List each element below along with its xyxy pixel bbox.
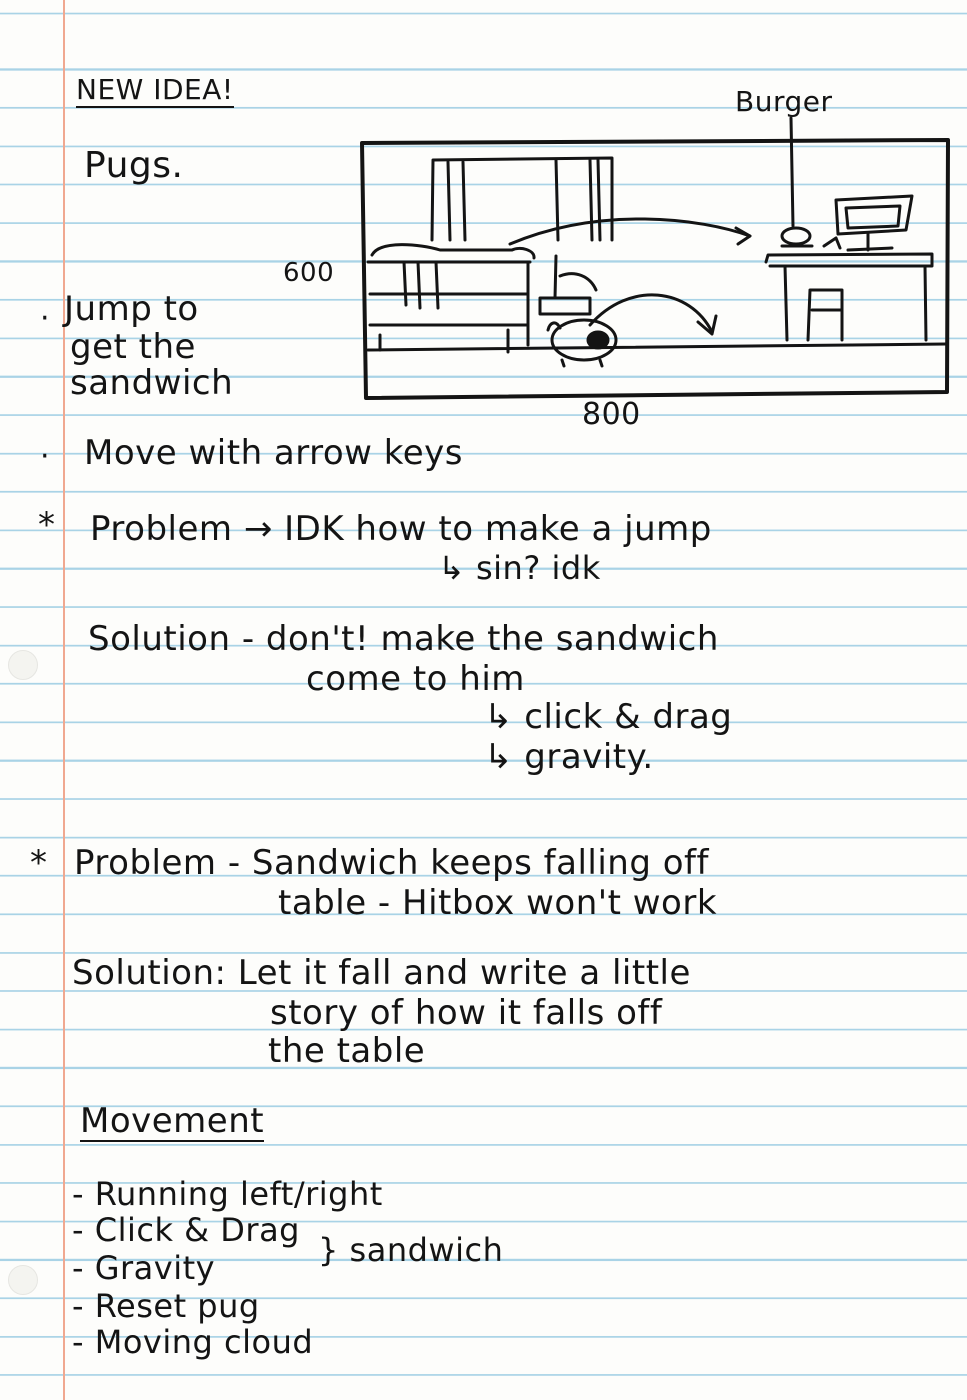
bullet-dot: ·: [40, 439, 51, 474]
problem2-line2: table - Hitbox won't work: [278, 883, 718, 923]
width-label: 800: [582, 397, 641, 432]
solution2-line3: the table: [268, 1031, 426, 1071]
bullet1-line2: get the: [70, 327, 196, 367]
bullet1-line3: sandwich: [70, 363, 234, 403]
bullet1-line1: Jump to: [64, 289, 199, 329]
solution2-line2: story of how it falls off: [270, 993, 663, 1033]
movement-heading: Movement: [80, 1101, 265, 1141]
movement-item: - Running left/right: [72, 1175, 383, 1213]
movement-item: - Gravity: [72, 1249, 216, 1287]
movement-item: - Reset pug: [72, 1287, 260, 1325]
page-title: NEW IDEA!: [76, 73, 234, 106]
burger-label: Burger: [735, 85, 833, 118]
problem1-sub: ↳ sin? idk: [438, 549, 601, 587]
height-label: 600: [283, 258, 335, 288]
movement-item: - Moving cloud: [72, 1323, 314, 1361]
bullet-dot: ·: [40, 301, 51, 336]
solution1-line2: come to him: [306, 659, 525, 699]
problem2-line1: Problem - Sandwich keeps falling off: [74, 843, 709, 883]
solution2-line1: Solution: Let it fall and write a little: [72, 953, 691, 993]
movement-item: - Click & Drag: [72, 1211, 300, 1249]
margin-line: [63, 0, 65, 1400]
punch-hole: [8, 1265, 38, 1295]
problem1: Problem → IDK how to make a jump: [90, 509, 712, 549]
star-mark: *: [30, 843, 48, 883]
star-mark: *: [38, 505, 56, 545]
punch-hole: [8, 650, 38, 680]
solution1-line1: Solution - don't! make the sandwich: [88, 619, 719, 659]
bullet2: Move with arrow keys: [84, 433, 464, 473]
movement-brace-label: } sandwich: [318, 1231, 504, 1269]
page-subtitle: Pugs.: [84, 145, 184, 186]
solution1-sub1: ↳ click & drag: [484, 697, 733, 737]
solution1-sub2: ↳ gravity.: [484, 737, 654, 777]
